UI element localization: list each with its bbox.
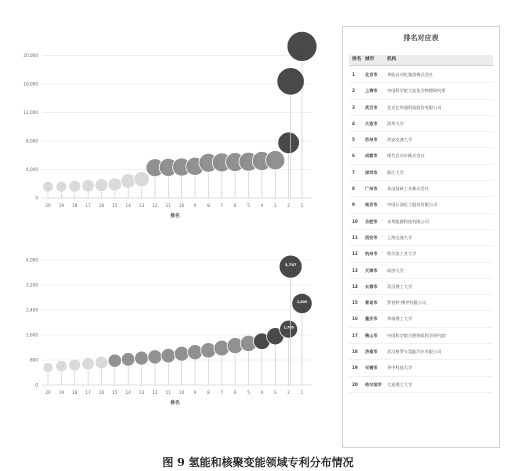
x-tick-label: 8 — [207, 390, 210, 395]
y-tick-label: 16,000 — [23, 81, 38, 87]
ranking-rank: 14 — [352, 283, 358, 289]
x-tick-label: 11 — [165, 390, 171, 395]
x-tick-label: 20 — [45, 390, 51, 395]
ranking-org: 武汉格罗夫氢能汽车有限公司 — [387, 349, 442, 355]
x-tick-label: 16 — [98, 203, 105, 208]
header-city: 城市 — [365, 57, 375, 62]
x-tick-label: 1 — [300, 390, 304, 395]
ranking-org: 中国科学院合肥物质科学研究院 — [387, 332, 446, 338]
data-bubble — [121, 173, 136, 188]
data-bubble — [43, 181, 54, 192]
ranking-city: 长春市 — [365, 283, 378, 289]
x-tick-label: 12 — [152, 203, 158, 208]
x-tick-label: 19 — [58, 203, 65, 208]
x-tick-label: 10 — [179, 390, 185, 395]
ranking-rank: 17 — [352, 332, 358, 338]
ranking-org: 西安交通大学 — [387, 137, 413, 143]
ranking-org: 罗伯特·博世有限公司 — [387, 300, 427, 306]
x-tick-label: 15 — [112, 390, 118, 395]
data-bubble — [278, 132, 300, 154]
ranking-rank: 1 — [352, 72, 355, 77]
x-tick-label: 2 — [287, 203, 290, 208]
ranking-rows — [349, 67, 493, 393]
ranking-rank: 3 — [352, 104, 355, 110]
data-bubble — [108, 178, 121, 191]
y-tick-label: 1,600 — [26, 332, 38, 338]
bubble-value-label: 2,609 — [296, 299, 308, 304]
ranking-row — [349, 263, 493, 279]
data-bubble — [56, 181, 67, 192]
x-tick-label: 9 — [193, 390, 197, 395]
ranking-city: 佛山市 — [365, 332, 378, 338]
ranking-row — [349, 377, 493, 393]
ranking-row — [349, 230, 493, 246]
x-tick-label: 8 — [207, 203, 210, 208]
y-tick-label: 4,000 — [26, 167, 38, 173]
data-bubble — [95, 356, 108, 369]
ranking-row — [349, 116, 493, 132]
x-tick-label: 20 — [45, 203, 51, 208]
x-tick-label: 14 — [125, 203, 131, 208]
data-bubble — [135, 351, 149, 365]
data-bubble — [69, 359, 81, 371]
ranking-org: 华南理工大学 — [387, 316, 413, 322]
y-tick-label: 2,400 — [26, 307, 38, 313]
data-bubble — [95, 179, 108, 192]
ranking-city: 南京市 — [365, 202, 378, 208]
data-bubble — [188, 345, 203, 360]
data-bubble — [121, 353, 135, 367]
x-tick-label: 5 — [247, 390, 250, 395]
x-tick-label: 16 — [98, 390, 105, 395]
ranking-city: 青岛市 — [365, 300, 378, 306]
ranking-city: 北京市 — [365, 72, 378, 77]
figure-caption: 图 9 氢能和核聚变能领域专利分布情况 — [162, 456, 354, 469]
ranking-rank: 18 — [352, 349, 358, 355]
ranking-rank: 12 — [352, 251, 358, 257]
ranking-city: 天津市 — [365, 267, 378, 273]
ranking-row — [349, 328, 493, 344]
y-tick-label: 8,000 — [26, 138, 38, 144]
ranking-row — [349, 67, 493, 83]
x-tick-label: 3 — [273, 390, 277, 395]
ranking-row — [349, 246, 493, 262]
x-tick-label: 4 — [260, 390, 264, 395]
ranking-row — [349, 181, 493, 197]
x-tick-label: 13 — [138, 390, 145, 395]
ranking-city: 成都市 — [365, 153, 378, 159]
x-tick-label: 14 — [125, 390, 131, 395]
ranking-rank: 2 — [352, 88, 355, 94]
ranking-title: 排名对应表 — [403, 34, 439, 42]
x-tick-label: 7 — [220, 390, 224, 395]
ranking-rank: 4 — [352, 120, 355, 126]
y-tick-label: 0 — [35, 195, 38, 201]
ranking-city: 深圳市 — [365, 169, 378, 175]
bubble-value-label: 3,787 — [284, 263, 297, 268]
ranking-org: 未势能源科技有限公司 — [387, 218, 429, 224]
x-tick-label: 18 — [72, 390, 78, 395]
ranking-row — [349, 311, 493, 327]
bottom-bubble-chart — [0, 230, 336, 452]
x-axis-label: 排名 — [170, 401, 180, 406]
ranking-row — [349, 83, 493, 99]
x-tick-label: 6 — [233, 203, 237, 208]
ranking-row — [349, 165, 493, 181]
ranking-rank: 10 — [352, 218, 358, 224]
x-tick-label: 11 — [165, 203, 171, 208]
ranking-city: 济南市 — [365, 349, 378, 355]
x-axis-label: 排名 — [170, 214, 180, 219]
ranking-org: 北京亿华通科技股份有限公司 — [387, 104, 442, 110]
x-tick-label: 15 — [112, 203, 118, 208]
ranking-city: 大连市 — [365, 120, 378, 126]
top-bubble-chart — [0, 0, 336, 228]
data-bubble — [201, 343, 216, 358]
data-bubble — [82, 180, 94, 192]
ranking-rank: 19 — [352, 365, 358, 371]
header-org: 机构 — [387, 57, 397, 62]
ranking-row — [349, 214, 493, 230]
ranking-row — [349, 360, 493, 376]
x-tick-label: 3 — [273, 203, 277, 208]
data-bubble — [134, 171, 149, 186]
ranking-org: 大连理工大学 — [387, 381, 413, 387]
ranking-city: 西安市 — [365, 234, 378, 240]
ranking-rank: 9 — [352, 202, 355, 208]
ranking-row — [349, 132, 493, 148]
ranking-rank: 20 — [352, 381, 358, 387]
x-tick-label: 6 — [233, 390, 237, 395]
ranking-org: 武汉理工大学 — [387, 283, 413, 289]
ranking-city: 广州市 — [365, 186, 378, 192]
x-tick-label: 7 — [220, 203, 224, 208]
ranking-org: 哈尔滨工业大学 — [387, 251, 417, 257]
x-tick-label: 13 — [138, 203, 145, 208]
y-tick-label: 3,200 — [26, 282, 38, 288]
ranking-city: 武汉市 — [365, 104, 378, 110]
ranking-row — [349, 279, 493, 295]
ranking-org: 中国科学院大连化学物理研究所 — [387, 88, 446, 94]
ranking-city: 杭州市 — [365, 251, 378, 257]
ranking-row — [349, 344, 493, 360]
data-bubble — [287, 31, 317, 61]
ranking-org: 中国石油化工股份有限公司 — [387, 202, 438, 208]
x-tick-label: 5 — [247, 203, 250, 208]
data-bubble — [82, 357, 95, 370]
ranking-rank: 7 — [352, 169, 355, 175]
x-tick-label: 10 — [179, 203, 185, 208]
data-bubble — [43, 363, 53, 373]
ranking-org: 上海交通大学 — [387, 234, 413, 240]
x-tick-label: 2 — [287, 390, 290, 395]
ranking-org: 清华大学 — [387, 120, 404, 126]
ranking-org: 华能自动化集团株式会社 — [387, 72, 434, 77]
ranking-rank: 16 — [352, 316, 358, 322]
x-tick-label: 17 — [85, 203, 91, 208]
ranking-rank: 6 — [352, 153, 355, 159]
ranking-org: 浙江大学 — [387, 169, 404, 175]
x-tick-label: 18 — [72, 203, 78, 208]
ranking-org: 华中科技大学 — [387, 365, 413, 371]
y-tick-label: 0 — [35, 382, 38, 388]
data-bubble — [277, 68, 304, 95]
ranking-city: 哈尔滨市 — [365, 381, 382, 387]
y-tick-label: 800 — [30, 357, 38, 363]
ranking-org: 本田技研工业株式会社 — [387, 186, 429, 192]
bubble-value-label: 1,786 — [283, 325, 294, 330]
ranking-city: 苏州市 — [365, 137, 378, 143]
ranking-rank: 15 — [352, 300, 358, 306]
data-bubble — [148, 350, 162, 364]
data-bubble — [266, 151, 285, 170]
x-tick-label: 17 — [85, 390, 91, 395]
ranking-city: 无锡市 — [365, 365, 378, 371]
ranking-row — [349, 100, 493, 116]
x-tick-label: 9 — [193, 203, 197, 208]
ranking-city: 合肥市 — [365, 218, 378, 224]
x-tick-label: 12 — [152, 390, 158, 395]
ranking-org: 现代自动车株式会社 — [387, 153, 425, 159]
x-tick-label: 19 — [58, 390, 65, 395]
ranking-row — [349, 295, 493, 311]
ranking-row — [349, 148, 493, 164]
ranking-org: 同济大学 — [387, 267, 404, 273]
data-bubble — [69, 180, 81, 192]
ranking-city: 上海市 — [365, 88, 378, 94]
ranking-city: 重庆市 — [365, 316, 378, 322]
ranking-rank: 5 — [352, 137, 355, 143]
data-bubble — [56, 361, 67, 372]
ranking-header — [349, 55, 493, 66]
y-tick-label: 20,000 — [23, 53, 38, 59]
data-bubble — [174, 346, 189, 361]
ranking-rank: 8 — [352, 186, 355, 192]
x-tick-label: 4 — [260, 203, 264, 208]
header-rank: 排名 — [352, 57, 362, 62]
ranking-panel — [342, 26, 500, 448]
data-bubble — [108, 354, 121, 367]
ranking-row — [349, 197, 493, 213]
y-tick-label: 12,000 — [23, 110, 38, 116]
x-tick-label: 1 — [300, 203, 304, 208]
ranking-rank: 11 — [352, 234, 358, 240]
ranking-rank: 13 — [352, 267, 358, 273]
data-bubble — [161, 348, 175, 362]
y-tick-label: 4,000 — [26, 257, 38, 263]
